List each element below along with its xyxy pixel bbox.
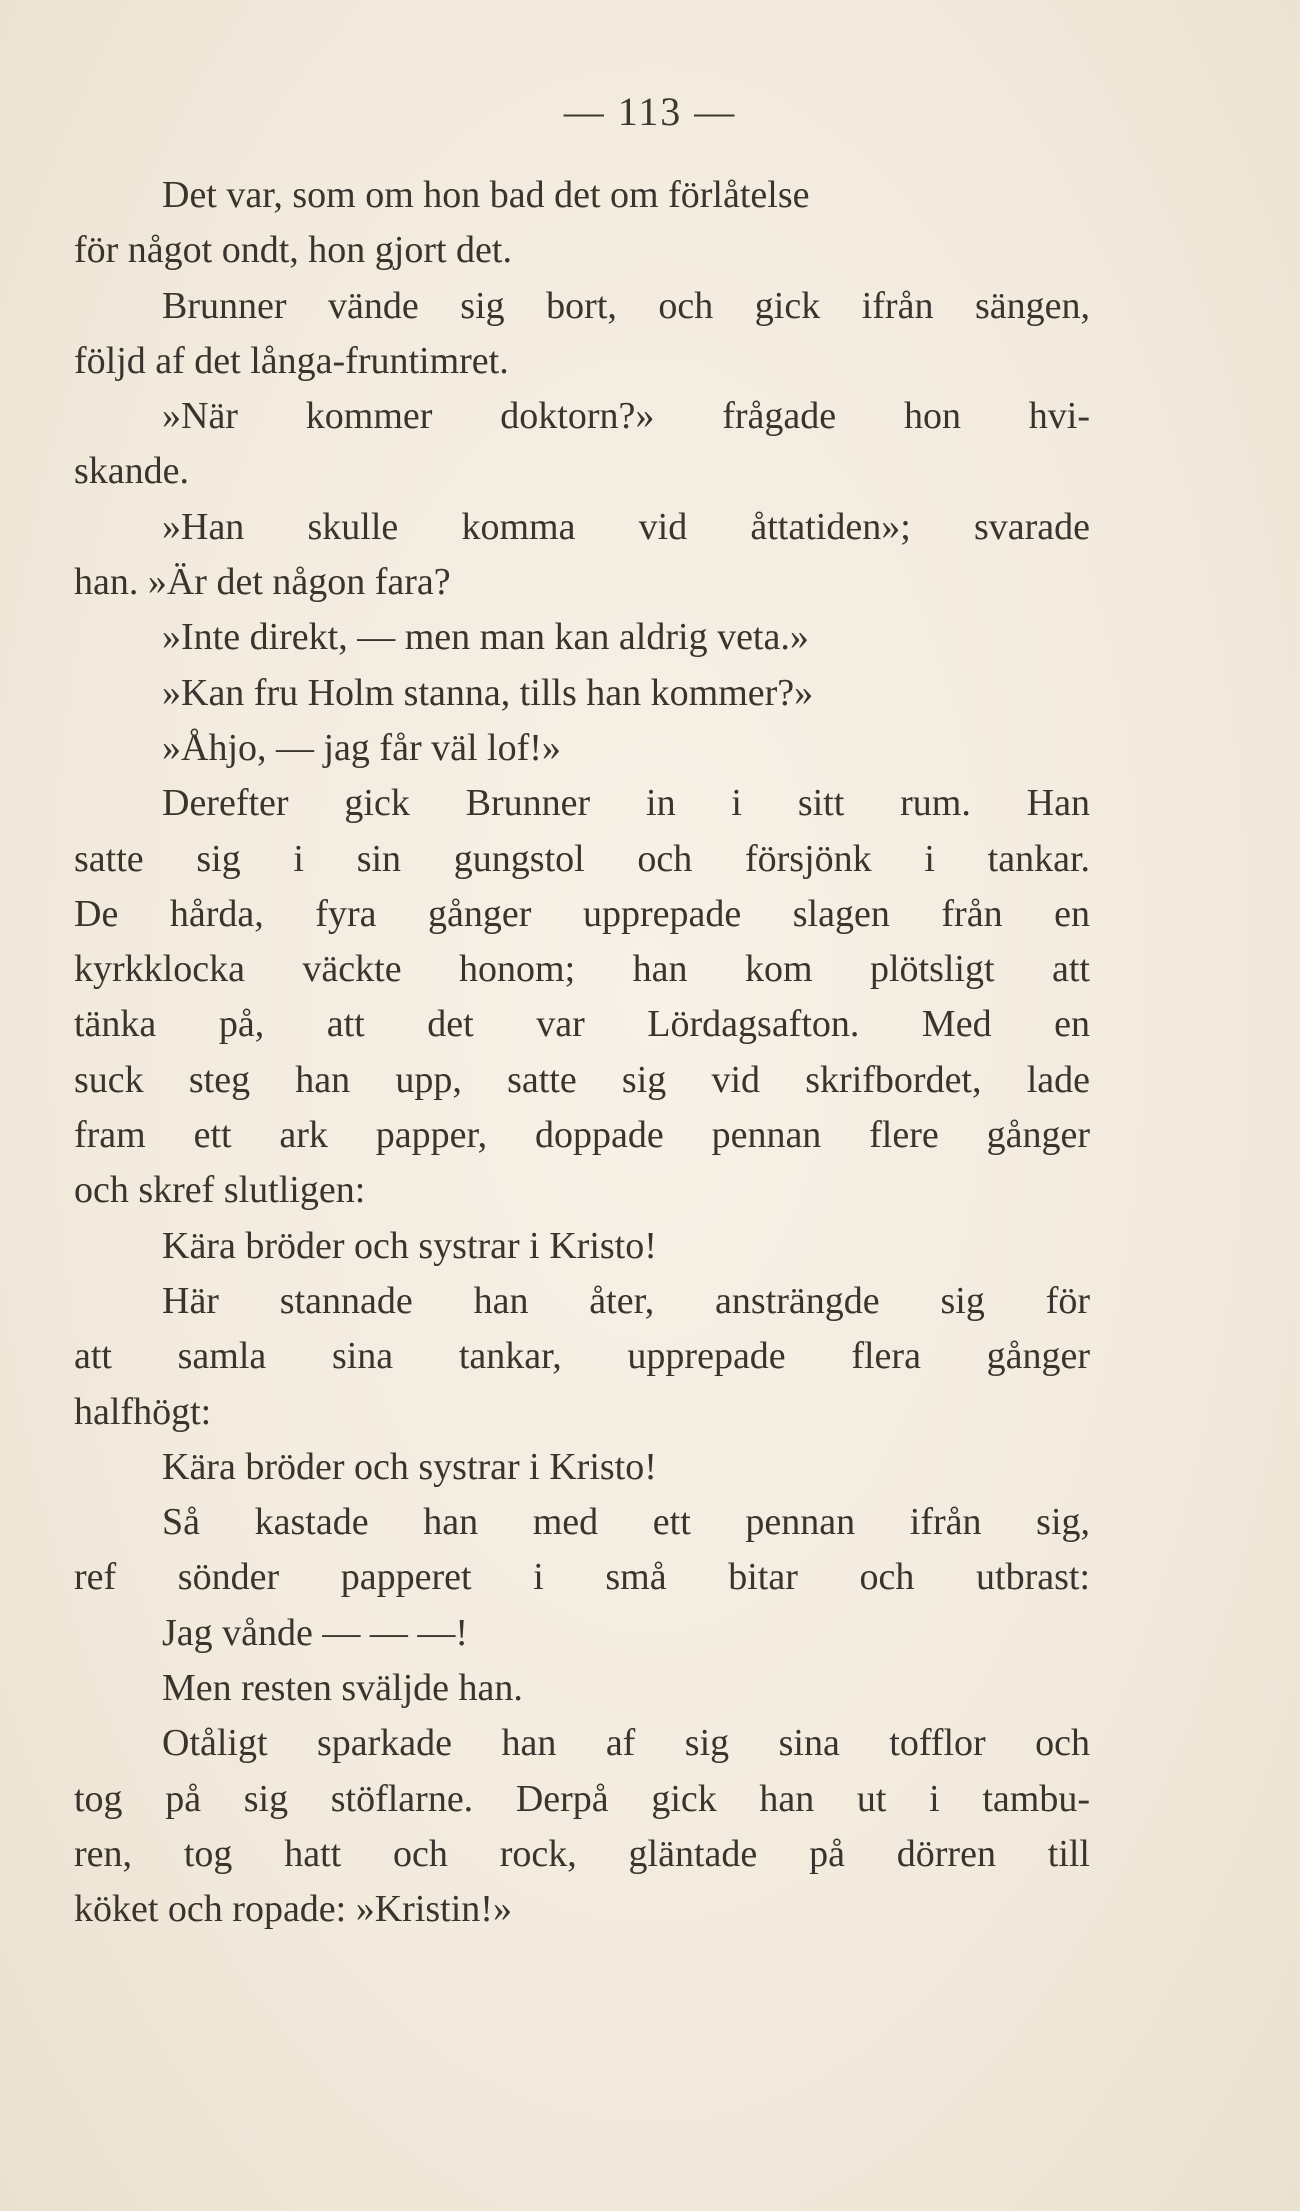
text-line: Kära bröder och systrar i Kristo! <box>162 1445 657 1488</box>
text-line: satte sig i sin gungstol och försjönk i tankar. <box>74 837 1090 880</box>
text-line: ref sönder papperet i små bitar och utbrast: <box>74 1556 1090 1599</box>
page-number: — 113 — <box>563 89 737 134</box>
text-line: köket och ropade: »Kristin!» <box>74 1888 512 1931</box>
text-line: ren, tog hatt och rock, gläntade på dörren till <box>74 1832 1090 1875</box>
text-line: Här stannade han åter, ansträngde sig för <box>162 1279 1090 1322</box>
text-line: Kära bröder och systrar i Kristo! <box>162 1224 657 1267</box>
text-line: Jag vånde — — —! <box>162 1611 469 1654</box>
text-line: tänka på, att det var Lördagsafton. Med en <box>74 1003 1090 1046</box>
text-line: att samla sina tankar, upprepade flera gånger <box>74 1335 1090 1378</box>
text-line: halfhögt: <box>74 1390 212 1433</box>
text-line: Men resten sväljde han. <box>162 1667 523 1710</box>
text-line: »Han skulle komma vid åttatiden»; svarade <box>162 505 1090 548</box>
text-line: följd af det långa-fruntimret. <box>74 339 509 382</box>
text-line: för något ondt, hon gjort det. <box>74 229 512 272</box>
text-line: »Kan fru Holm stanna, tills han kommer?» <box>162 671 814 714</box>
text-line: fram ett ark papper, doppade pennan flere gånger <box>74 1114 1090 1157</box>
body-text <box>74 168 1090 1938</box>
text-line: De hårda, fyra gånger upprepade slagen från en <box>74 892 1090 935</box>
text-line: »Åhjo, — jag får väl lof!» <box>162 726 561 769</box>
text-line: kyrkklocka väckte honom; han kom plötsligt att <box>74 948 1090 991</box>
text-line: »Inte direkt, — men man kan aldrig veta.» <box>162 616 809 659</box>
text-line: skande. <box>74 450 190 493</box>
text-line: Derefter gick Brunner in i sitt rum. Han <box>162 782 1090 825</box>
text-line: Brunner vände sig bort, och gick ifrån sängen, <box>162 284 1090 327</box>
text-line: Så kastade han med ett pennan ifrån sig, <box>162 1501 1090 1544</box>
text-line: han. »Är det någon fara? <box>74 561 451 604</box>
text-line: Otåligt sparkade han af sig sina tofflor och <box>162 1722 1090 1765</box>
text-line: Det var, som om hon bad det om förlåtelse <box>162 174 810 216</box>
text-line: »När kommer doktorn?» frågade hon hvi- <box>162 395 1090 438</box>
text-line: tog på sig stöflarne. Derpå gick han ut i tambu- <box>74 1777 1090 1820</box>
text-line: och skref slutligen: <box>74 1169 366 1212</box>
text-line: suck steg han upp, satte sig vid skrifbordet, lade <box>74 1058 1090 1101</box>
